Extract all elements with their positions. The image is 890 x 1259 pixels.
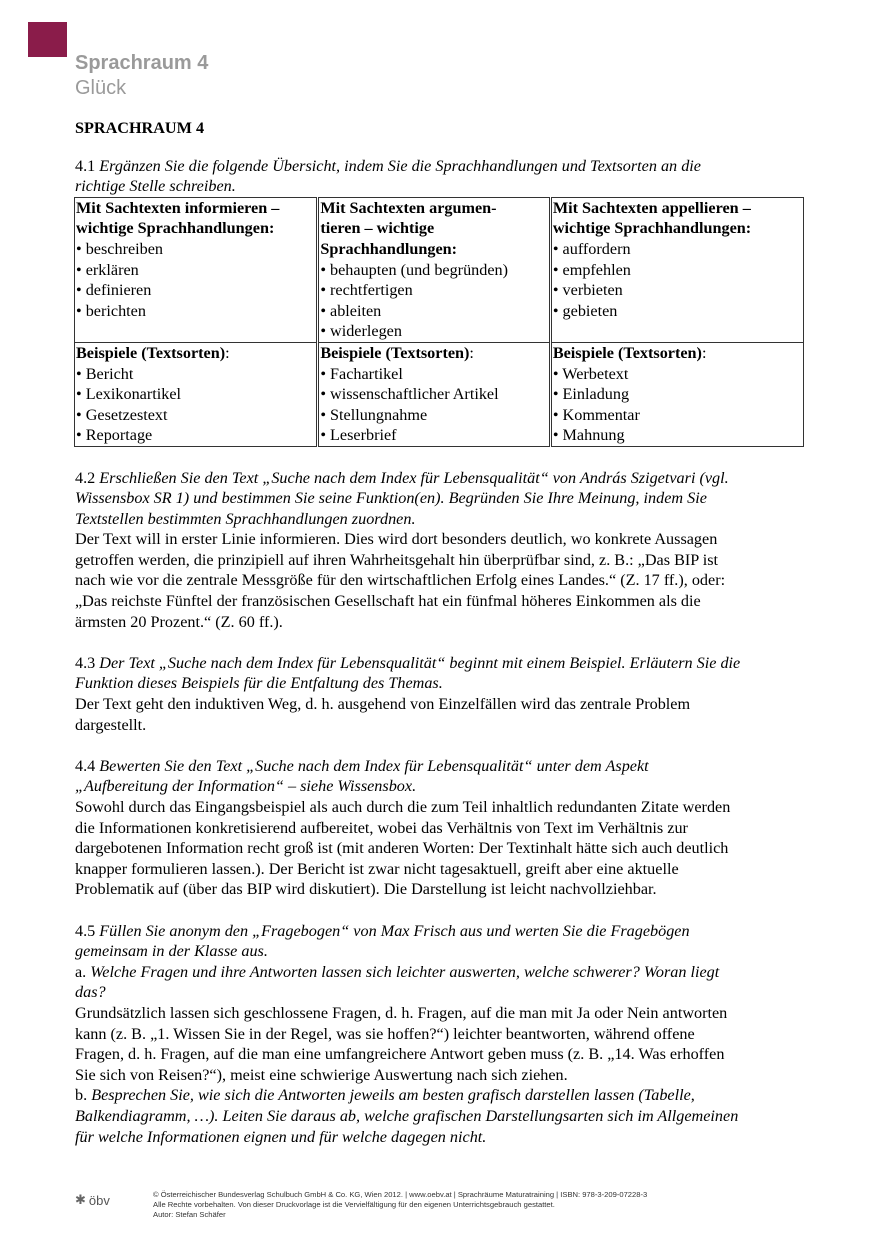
- publisher-logo: [75, 1192, 110, 1208]
- instruction-line: das?: [75, 983, 106, 1002]
- list-item: • Reportage: [76, 426, 153, 445]
- copyright-notice: [153, 1190, 647, 1220]
- task-4-4: [75, 756, 815, 900]
- brand-square: [28, 22, 67, 57]
- task-number: 4.3: [75, 653, 100, 672]
- answer-line: Sowohl durch das Eingangsbeispiel als auch durch die zum Teil inhaltlich redundanten Zitate werden: [75, 798, 731, 816]
- star-icon: ✱: [75, 1192, 86, 1207]
- task-4-2: [75, 468, 815, 633]
- instruction-line: Welche Fragen und ihre Antworten lassen sich leichter auswerten, welche schwerer? Woran liegt: [90, 962, 720, 981]
- list-item: • Mahnung: [552, 426, 625, 445]
- list-item: • Kommentar: [552, 405, 640, 424]
- answer-line: dargestellt.: [75, 715, 147, 734]
- answer-line: Problematik auf (über das BIP wird diskutiert). Die Darstellung ist leicht nachvollziehbar.: [75, 880, 657, 899]
- logo-text: öbv: [88, 1192, 110, 1208]
- instruction-line: Erschließen Sie den Text „Suche nach dem Index für Lebensqualität“ von András Szigetvari (vgl.: [99, 468, 729, 487]
- list-item: • wissenschaftlicher Artikel: [320, 385, 499, 404]
- list-item: • Stellungnahme: [320, 405, 428, 424]
- list-item: • Einladung: [552, 385, 630, 404]
- list-item: • auffordern: [552, 239, 631, 258]
- list-item: • Fachartikel: [320, 364, 403, 383]
- answer-line: getroffen werden, die prinzipiell auf ihren Wahrheitsgehalt hin überprüfbar sind, z. B.: „Das BIP ist: [75, 550, 719, 569]
- task-number: 4.2: [75, 468, 100, 487]
- answer-line: „Das reichste Fünftel der französischen Gesellschaft hat ein fünfmal höheres Einkommen als die: [75, 592, 701, 611]
- list-item: • Lexikonartikel: [76, 385, 182, 404]
- answer-line: nach wie vor die zentrale Messgröße für den wirtschaftlichen Erfolg eines Landes.“ (Z. 17 ff.), oder:: [75, 571, 726, 590]
- instruction-line: „Aufbereitung der Information“ – siehe Wissensbox.: [75, 777, 417, 796]
- answer-line: die Informationen konkretisierend aufbereitet, wobei das Verhältnis von Text im Verhältnis zur: [75, 818, 688, 837]
- answer-line: Fragen, d. h. Fragen, auf die man eine umfangreichere Antwort geben muss (z. B. „14. Was erhoffen: [75, 1045, 725, 1064]
- instruction-line: für welche Informationen eignen und für welche dagegen nicht.: [75, 1127, 487, 1146]
- instruction-line: Balkendiagramm, …). Leiten Sie daraus ab, welche grafischen Darstellungsarten sich im Allgemeinen: [75, 1106, 739, 1125]
- task-4-5: [75, 921, 815, 1148]
- list-item: • beschreiben: [76, 239, 164, 258]
- cell-heading: Mit Sachtexten argumen-: [320, 198, 497, 217]
- overview-table: [74, 197, 804, 447]
- examples-label: Beispiele (Textsorten): [320, 343, 470, 362]
- instruction-line: Bewerten Sie den Text „Suche nach dem Index für Lebensqualität“ unter dem Aspekt: [99, 756, 649, 775]
- list-item: • ableiten: [320, 301, 382, 320]
- list-item: • verbieten: [552, 281, 623, 300]
- answer-line: Der Text will in erster Linie informieren. Dies wird dort besonders deutlich, wo konkrete Aussagen: [75, 530, 718, 549]
- subtask-prefix: a.: [75, 962, 91, 981]
- cell-appellieren-examples: Beispiele (Textsorten): • Werbetext • Einladung • Kommentar • Mahnung: [550, 342, 803, 446]
- instruction-line: richtige Stelle schreiben.: [75, 177, 236, 196]
- list-item: • Gesetzestext: [76, 405, 168, 424]
- list-item: • Werbetext: [552, 364, 629, 383]
- section-title: SPRACHRAUM 4: [75, 119, 205, 137]
- answer-line: kann (z. B. „1. Wissen Sie in der Regel, was sie hoffen?“) leichter beantworten, während offene: [75, 1024, 695, 1043]
- instruction-line: Füllen Sie anonym den „Fragebogen“ von Max Frisch aus und werten Sie die Fragebögen: [99, 921, 690, 940]
- list-item: • widerlegen: [320, 322, 402, 341]
- rights-line: Alle Rechte vorbehalten. Von dieser Druckvorlage ist die Vervielfältigung für den eigenen Unterrichtsgebrauch gestattet.: [153, 1200, 555, 1209]
- author-line: Autor: Stefan Schäfer: [153, 1210, 226, 1219]
- cell-heading: wichtige Sprachhandlungen:: [76, 219, 275, 238]
- cell-informieren-actions: [75, 197, 318, 342]
- answer-line: Grundsätzlich lassen sich geschlossene Fragen, d. h. Fragen, auf die man mit Ja oder Nein antworten: [75, 1003, 728, 1022]
- cell-informieren-examples: Beispiele (Textsorten): • Bericht • Lexikonartikel • Gesetzestext • Reportage: [75, 342, 318, 446]
- cell-heading: tieren – wichtige: [320, 219, 435, 238]
- list-item: • behaupten (und begründen): [320, 260, 509, 279]
- task-4-3: [75, 653, 815, 735]
- document-body: [75, 118, 815, 1147]
- cell-heading: Mit Sachtexten appellieren –: [552, 198, 751, 217]
- subtask-prefix: b.: [75, 1086, 92, 1105]
- task-number: 4.5: [75, 921, 100, 940]
- task-number: 4.4: [75, 756, 100, 775]
- task-4-1: [75, 156, 815, 197]
- list-item: • gebieten: [552, 301, 618, 320]
- table-row: [75, 342, 804, 446]
- list-item: • empfehlen: [552, 260, 631, 279]
- examples-label: Beispiele (Textsorten): [76, 343, 226, 362]
- cell-argumentieren-actions: [318, 197, 551, 342]
- header-subtitle: Glück: [75, 77, 127, 99]
- instruction-line: gemeinsam in der Klasse aus.: [75, 942, 268, 961]
- instruction-line: Wissensbox SR 1) und bestimmen Sie seine Funktion(en). Begründen Sie Ihre Meinung, indem Sie: [75, 489, 707, 508]
- list-item: • erklären: [76, 260, 139, 279]
- cell-argumentieren-examples: Beispiele (Textsorten): • Fachartikel • wissenschaftlicher Artikel • Stellungnahme • Leserbrief: [318, 342, 551, 446]
- answer-line: Sie sich von Reisen?“), meist eine schwierige Auswertung nach sich ziehen.: [75, 1065, 568, 1084]
- cell-heading: Sprachhandlungen:: [320, 239, 458, 258]
- table-row: [75, 197, 804, 342]
- examples-label: Beispiele (Textsorten): [552, 343, 702, 362]
- cell-appellieren-actions: [550, 197, 803, 342]
- header-title: Sprachraum 4: [75, 52, 209, 74]
- answer-line: knapper formulieren lassen.). Der Bericht ist zwar nicht tagesaktuell, greift aber eine aktuelle: [75, 859, 679, 878]
- list-item: • Leserbrief: [320, 426, 397, 445]
- copyright-line: © Österreichischer Bundesverlag Schulbuch GmbH & Co. KG, Wien 2012. | www.oebv.at | Sprachräume Maturatraining | ISBN: 978-3-209-07228-3: [153, 1190, 648, 1199]
- cell-heading: wichtige Sprachhandlungen:: [552, 219, 752, 238]
- answer-line: dargebotenen Information recht groß ist (mit anderen Worten: Der Textinhalt hätte sich auch deutlich: [75, 839, 729, 858]
- list-item: • definieren: [76, 281, 152, 300]
- instruction-line: Besprechen Sie, wie sich die Antworten jeweils am besten grafisch darstellen lassen (Tabelle,: [91, 1086, 695, 1105]
- list-item: • rechtfertigen: [320, 281, 413, 300]
- answer-line: ärmsten 20 Prozent.“ (Z. 60 ff.).: [75, 612, 283, 631]
- instruction-line: Ergänzen Sie die folgende Übersicht, indem Sie die Sprachhandlungen und Textsorten an die: [99, 156, 701, 175]
- cell-heading: Mit Sachtexten informieren –: [76, 198, 280, 217]
- list-item: • berichten: [76, 301, 146, 320]
- answer-line: Der Text geht den induktiven Weg, d. h. ausgehend von Einzelfällen wird das zentrale Problem: [75, 695, 691, 714]
- instruction-line: Funktion dieses Beispiels für die Entfaltung des Themas.: [75, 674, 443, 693]
- instruction-line: Textstellen bestimmten Sprachhandlungen zuordnen.: [75, 509, 416, 528]
- instruction-line: Der Text „Suche nach dem Index für Lebensqualität“ beginnt mit einem Beispiel. Erläutern Sie die: [99, 653, 741, 672]
- task-number: 4.1: [75, 156, 100, 175]
- list-item: • Bericht: [76, 364, 134, 383]
